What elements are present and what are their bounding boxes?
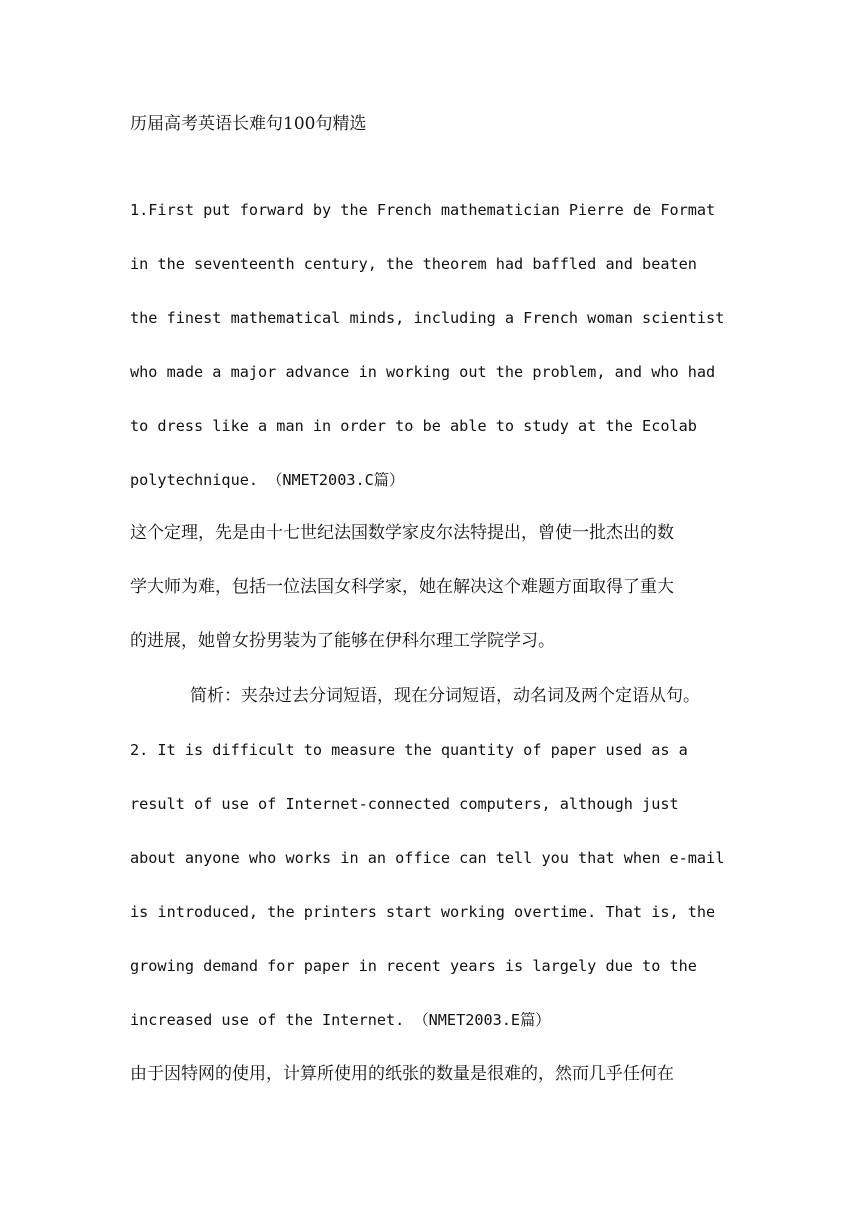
item-1-chinese-line-3: 的进展，她曾女扮男装为了能够在伊科尔理工学院学习。 <box>130 631 555 651</box>
item-1-english-line-4: who made a major advance in working out the problem, and who had <box>130 363 716 381</box>
item-2-chinese-line-1: 由于因特网的使用，计算所使用的纸张的数量是很难的，然而几乎任何在 <box>130 1064 674 1084</box>
document-title: 历届高考英语长难句100句精选 <box>130 114 367 134</box>
item-2-english-line-6: increased use of the Internet. （NMET2003.E篇） <box>130 1011 551 1029</box>
item-2-english-line-3: about anyone who works in an office can tell you that when e-mail <box>130 849 725 867</box>
item-2-english-line-5: growing demand for paper in recent years is largely due to the <box>130 957 697 975</box>
item-2-english-line-1: 2. It is difficult to measure the quantity of paper used as a <box>130 741 688 759</box>
item-1-english-line-3: the finest mathematical minds, including a French woman scientist <box>130 309 725 327</box>
item-1-english-line-1: 1.First put forward by the French mathematician Pierre de Format <box>130 201 716 219</box>
item-2-english-line-2: result of use of Internet-connected computers, although just <box>130 795 679 813</box>
item-1-analysis: 简析：夹杂过去分词短语，现在分词短语，动名词及两个定语从句。 <box>190 686 700 706</box>
item-1-english-line-6: polytechnique. （NMET2003.C篇） <box>130 471 405 489</box>
item-1-chinese-line-2: 学大师为难，包括一位法国女科学家，她在解决这个难题方面取得了重大 <box>130 577 674 597</box>
item-1-english-line-2: in the seventeenth century, the theorem had baffled and beaten <box>130 255 697 273</box>
item-1-chinese-line-1: 这个定理，先是由十七世纪法国数学家皮尔法特提出，曾使一批杰出的数 <box>130 523 674 543</box>
item-1-english-line-5: to dress like a man in order to be able to study at the Ecolab <box>130 417 697 435</box>
item-2-english-line-4: is introduced, the printers start working overtime. That is, the <box>130 903 716 921</box>
